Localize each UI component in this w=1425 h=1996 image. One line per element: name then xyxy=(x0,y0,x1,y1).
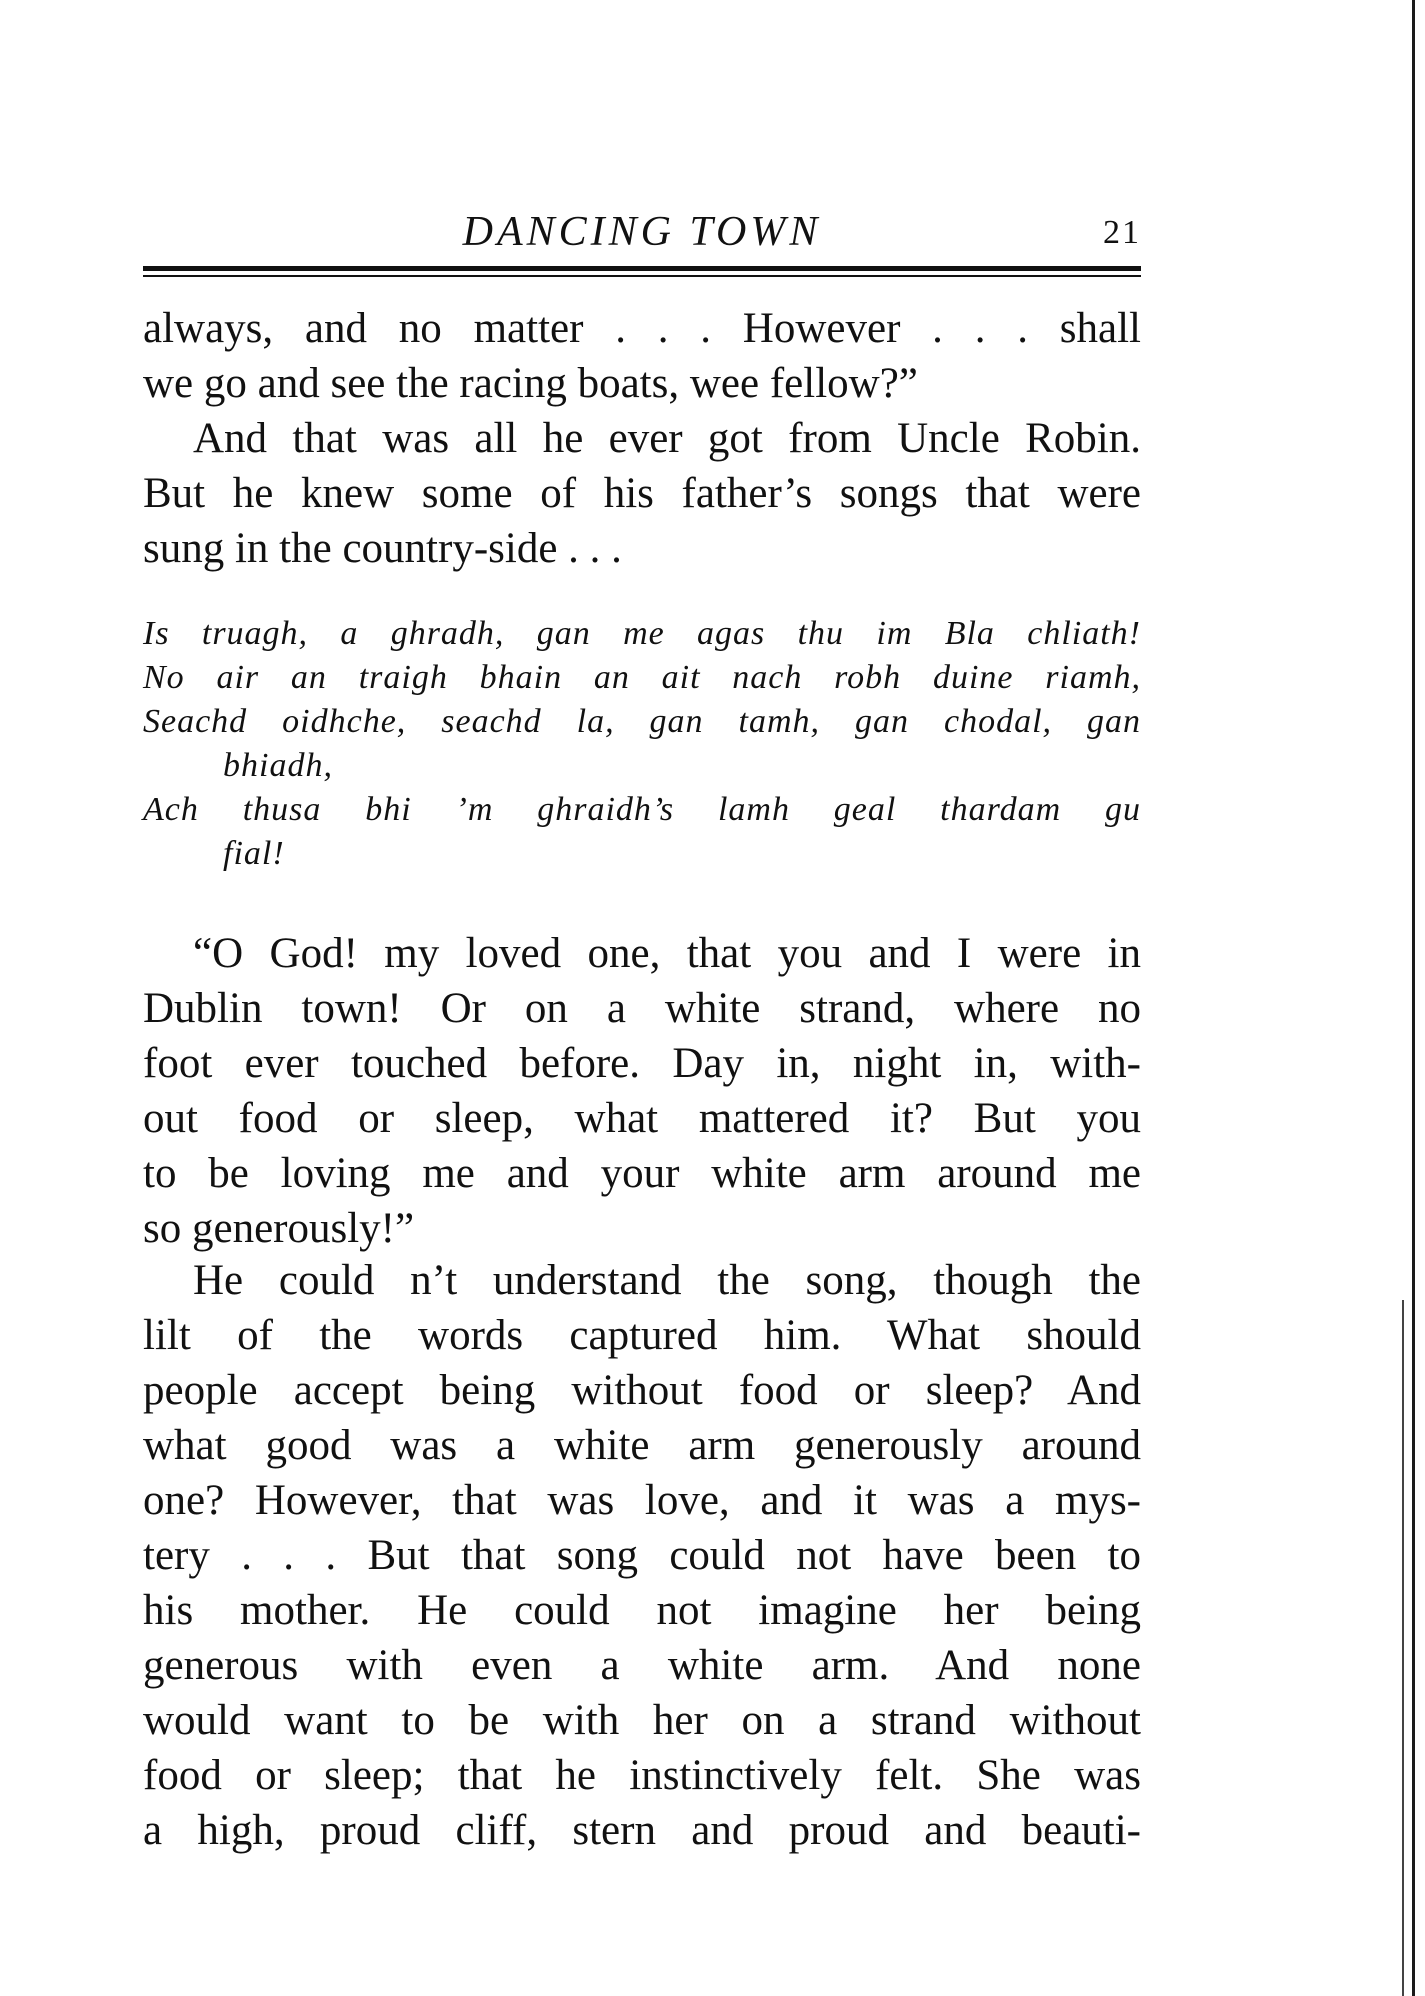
page-edge-line-inner xyxy=(1402,1300,1404,1996)
text-line: He could n’t understand the song, though the xyxy=(193,1257,1141,1304)
page-number: 21 xyxy=(1103,214,1141,251)
text-line: a high, proud cliff, stern and proud and beauti- xyxy=(143,1807,1141,1854)
text-line: foot ever touched before. Day in, night in, with- xyxy=(143,1040,1141,1087)
header-rule-thin xyxy=(143,275,1141,277)
translation-paragraph xyxy=(143,926,1141,1256)
running-head: DANCING TOWN xyxy=(462,209,822,255)
page-edge-line xyxy=(1412,0,1415,1996)
text-line: one? However, that was love, and it was a mys- xyxy=(143,1477,1141,1524)
verse-line: Is truagh, a ghradh, gan me agas thu im Bla chliath! xyxy=(143,615,1141,652)
header-rule-thick xyxy=(143,266,1141,271)
verse-line: Ach thusa bhi ’m ghraidh’s lamh geal thardam gu xyxy=(143,791,1141,828)
text-line: generous with even a white arm. And none xyxy=(143,1642,1141,1689)
text-line: so generously!” xyxy=(143,1205,415,1252)
text-line: Dublin town! Or on a white strand, where no xyxy=(143,985,1141,1032)
text-line: sung in the country-side . . . xyxy=(143,525,622,572)
text-line: his mother. He could not imagine her being xyxy=(143,1587,1141,1634)
text-line: people accept being without food or sleep? And xyxy=(143,1367,1141,1414)
text-line: always, and no matter . . . However . . . shall xyxy=(143,305,1141,352)
text-block-top xyxy=(143,301,1141,576)
text-line: what good was a white arm generously around xyxy=(143,1422,1141,1469)
text-line: food or sleep; that he instinctively felt. She was xyxy=(143,1752,1141,1799)
verse-block xyxy=(143,612,1141,876)
page-header xyxy=(143,208,1141,258)
body-paragraph xyxy=(143,1253,1141,1858)
text-line: And that was all he ever got from Uncle Robin. xyxy=(193,415,1141,462)
text-line: out food or sleep, what mattered it? But you xyxy=(143,1095,1141,1142)
verse-line: bhiadh, xyxy=(223,747,333,784)
text-line: would want to be with her on a strand without xyxy=(143,1697,1141,1744)
text-line: tery . . . But that song could not have been to xyxy=(143,1532,1141,1579)
verse-line: Seachd oidhche, seachd la, gan tamh, gan chodal, gan xyxy=(143,703,1141,740)
text-line: But he knew some of his father’s songs that were xyxy=(143,470,1141,517)
verse-line: No air an traigh bhain an ait nach robh duine riamh, xyxy=(143,659,1141,696)
text-line: lilt of the words captured him. What should xyxy=(143,1312,1141,1359)
text-line: “O God! my loved one, that you and I were in xyxy=(193,930,1141,977)
verse-line: fial! xyxy=(223,835,285,872)
text-line: to be loving me and your white arm around me xyxy=(143,1150,1141,1197)
text-line: we go and see the racing boats, wee fellow?” xyxy=(143,360,918,407)
